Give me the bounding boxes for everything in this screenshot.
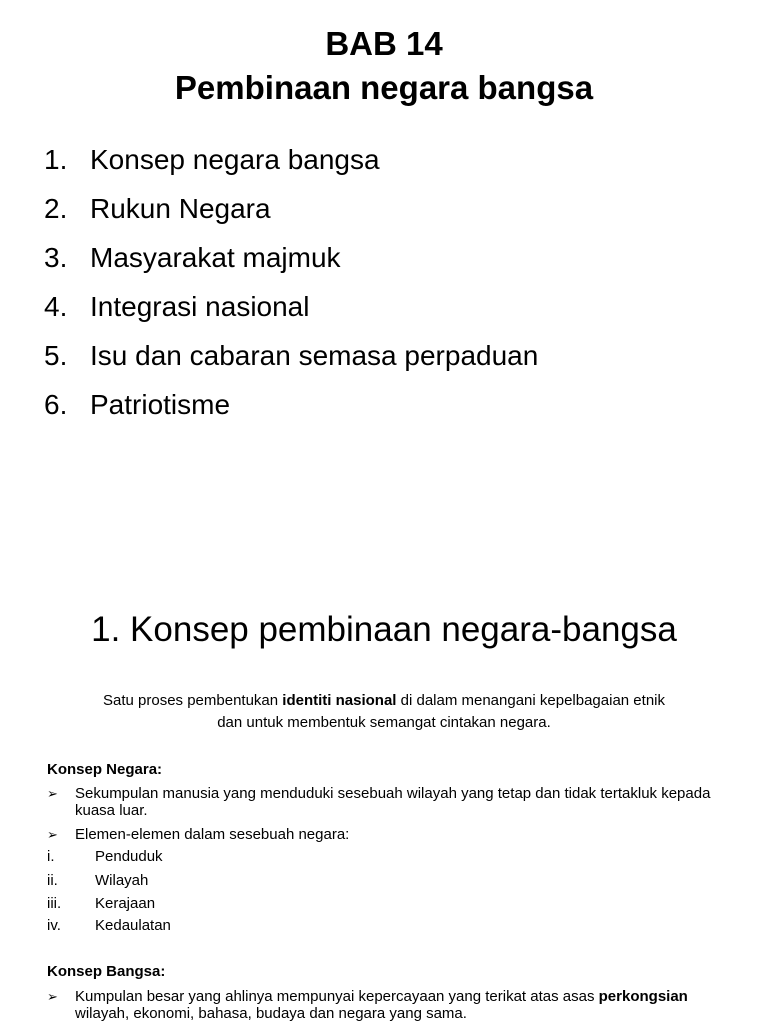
list-item: iii. Kerajaan <box>47 895 156 912</box>
topic-list <box>44 138 538 432</box>
topic-label: Rukun Negara <box>90 193 271 224</box>
topic-label: Isu dan cabaran semasa perpaduan <box>90 340 539 371</box>
konsep-bangsa-heading: Konsep Bangsa: <box>47 963 166 980</box>
list-item <box>47 826 727 843</box>
topic-label: Konsep negara bangsa <box>90 144 380 175</box>
chapter-title: Pembinaan negara bangsa <box>174 69 594 106</box>
arrow-bullet-icon: ➢ <box>47 786 58 801</box>
slide-divider <box>0 540 768 541</box>
topic-label: Integrasi nasional <box>90 291 310 322</box>
list-item: ii. Wilayah <box>47 872 149 889</box>
slide-2-title: 1. Konsep pembinaan negara-bangsa <box>91 610 677 649</box>
list-item: 4. Integrasi nasional <box>44 285 538 334</box>
list-item: iv. Kedaulatan <box>47 917 171 934</box>
list-item: i. Penduduk <box>47 848 163 865</box>
list-item: 1. Konsep negara bangsa <box>44 138 538 187</box>
bullet-text: Kumpulan besar yang ahlinya mempunyai kepercayaan yang terikat atas asas perkongsian wilayah, ekonomi, bahasa, budaya dan negara yang sama. <box>75 988 688 1022</box>
arrow-bullet-icon: ➢ <box>47 827 58 842</box>
list-item: 2. Rukun Negara <box>44 187 538 236</box>
topic-label: Masyarakat majmuk <box>90 242 341 273</box>
konsep-negara-heading: Konsep Negara: <box>47 761 163 778</box>
topic-label: Patriotisme <box>90 389 231 420</box>
bullet-text: Sekumpulan manusia yang menduduki sesebuah wilayah yang tetap dan tidak tertakluk kepada kuasa luar. <box>75 785 711 819</box>
bullet-text: Elemen-elemen dalam sesebuah negara: <box>75 826 350 843</box>
definition-keyword: identiti nasional <box>282 692 397 709</box>
list-item: 6. Patriotisme <box>44 383 538 432</box>
arrow-bullet-icon: ➢ <box>47 989 58 1004</box>
list-item: 5. Isu dan cabaran semasa perpaduan <box>44 334 538 383</box>
chapter-number: BAB 14 <box>325 25 443 62</box>
list-item <box>47 988 727 1022</box>
list-item: 3. Masyarakat majmuk <box>44 236 538 285</box>
definition-text: Satu proses pembentukan identiti nasional di dalam menangani kepelbagaian etnik dan untuk membentuk semangat cintakan negara. <box>102 692 665 731</box>
slide-1-title <box>0 22 768 110</box>
list-item <box>47 785 727 819</box>
